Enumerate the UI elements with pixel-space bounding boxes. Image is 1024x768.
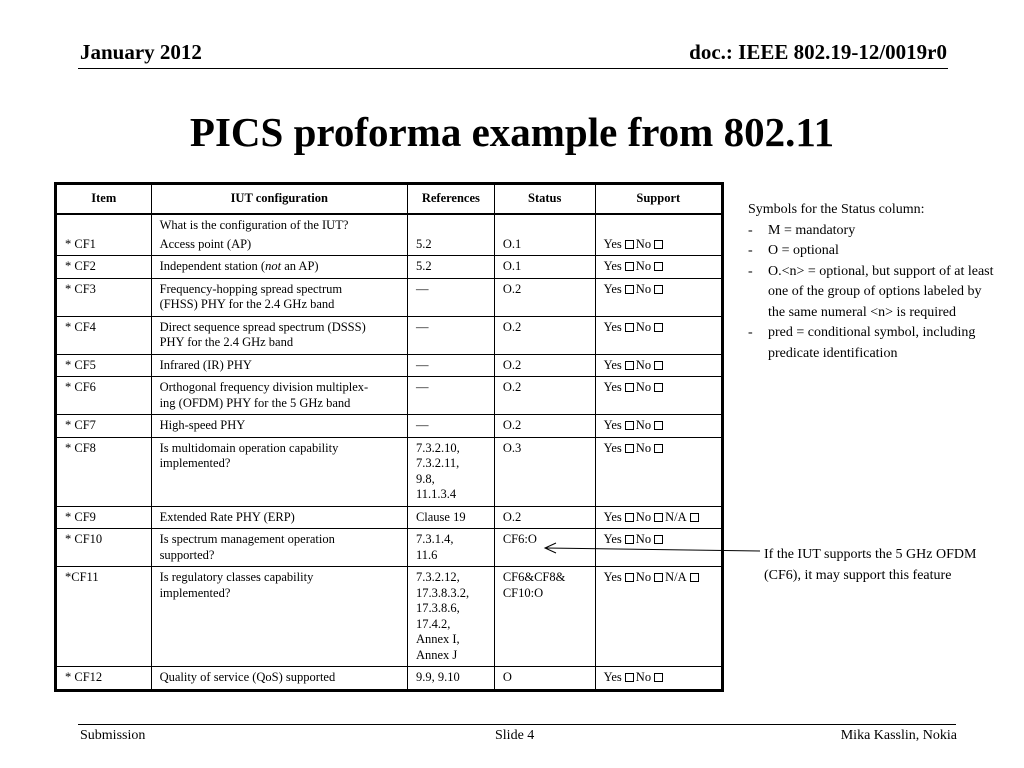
support-cell <box>595 567 722 667</box>
support-checkbox[interactable] <box>625 421 634 430</box>
status-cell: O.2 <box>494 278 595 316</box>
support-option-label: N/A <box>665 570 687 584</box>
references-cell: — <box>407 354 494 377</box>
config-text-part: an AP) <box>281 259 319 273</box>
config-cell: Is multidomain operation capability implemented? <box>151 437 407 506</box>
footer-slide-number: Slide 4 <box>495 728 535 743</box>
table-row <box>56 506 723 529</box>
references-cell: 7.3.2.10, 7.3.2.11, 9.8, 11.1.3.4 <box>407 437 494 506</box>
support-cell <box>595 377 722 415</box>
legend-item-text: M = mandatory <box>768 222 856 238</box>
config-cell: Infrared (IR) PHY <box>151 354 407 377</box>
item-cell: * CF9 <box>56 506 152 529</box>
support-option-label: Yes <box>603 281 622 296</box>
table-row <box>56 236 723 256</box>
support-option-label: Yes <box>603 532 622 546</box>
support-checkbox[interactable] <box>654 573 663 582</box>
support-checkbox[interactable] <box>625 285 634 294</box>
legend-item-text: O = optional <box>768 243 839 258</box>
config-cell <box>151 256 407 279</box>
status-cell: O <box>494 667 595 691</box>
config-cell: Frequency-hopping spread spectrum (FHSS) PHY for the 2.4 GHz band <box>151 278 407 316</box>
references-cell: 7.3.2.12, 17.3.8.3.2, 17.3.8.6, 17.4.2, Annex I, Annex J <box>407 567 494 667</box>
support-cell <box>595 667 722 691</box>
column-header-item: Item <box>56 184 152 214</box>
support-option-label: No <box>635 509 652 524</box>
support-cell <box>595 278 722 316</box>
support-cell <box>595 437 722 506</box>
table-row <box>56 256 723 279</box>
status-cell: O.1 <box>494 236 595 256</box>
support-checkbox[interactable] <box>625 262 634 271</box>
config-cell: Is spectrum management operation supported? <box>151 529 407 567</box>
legend-item: - M = mandatory <box>748 222 856 238</box>
support-checkbox[interactable] <box>625 513 634 522</box>
legend-item-text: O.<n> = optional, but support of at least one of the group of options labeled by the same numeral <n> is required <box>768 263 994 320</box>
support-cell <box>595 256 722 279</box>
config-cell: High-speed PHY <box>151 415 407 438</box>
support-option-label: Yes <box>603 509 622 524</box>
item-cell: * CF10 <box>56 529 152 567</box>
support-option-label: No <box>635 281 652 296</box>
support-checkbox[interactable] <box>625 444 634 453</box>
table-row <box>56 567 723 667</box>
column-header-references: References <box>407 184 494 214</box>
support-checkbox[interactable] <box>654 361 663 370</box>
table-row <box>56 377 723 415</box>
support-checkbox[interactable] <box>654 383 663 392</box>
column-header-iut-configuration: IUT configuration <box>151 184 407 214</box>
config-cell: Orthogonal frequency division multiplex- ing (OFDM) PHY for the 5 GHz band <box>151 377 407 415</box>
support-option-label: Yes <box>603 440 622 455</box>
legend-item: - O = optional <box>748 243 839 258</box>
references-cell: 9.9, 9.10 <box>407 667 494 691</box>
status-cell: O.2 <box>494 377 595 415</box>
question-item-cell <box>56 214 152 236</box>
legend-item: - pred = conditional symbol, including predicate identification <box>748 325 976 361</box>
config-text-part: Independent station ( <box>159 259 266 273</box>
support-checkbox[interactable] <box>690 573 699 582</box>
item-cell: * CF4 <box>56 316 152 354</box>
config-cell: Is regulatory classes capability implemented? <box>151 567 407 667</box>
support-option-label: N/A <box>665 509 687 524</box>
status-cell: O.2 <box>494 354 595 377</box>
item-cell: * CF12 <box>56 667 152 691</box>
config-cell: Quality of service (QoS) supported <box>151 667 407 691</box>
references-cell: — <box>407 316 494 354</box>
pics-table <box>54 182 724 692</box>
support-checkbox[interactable] <box>654 262 663 271</box>
references-cell: Clause 19 <box>407 506 494 529</box>
item-cell: * CF2 <box>56 256 152 279</box>
callout-arrow <box>540 540 760 560</box>
header-divider <box>78 68 948 69</box>
support-option-label: No <box>635 236 652 251</box>
support-option-label: Yes <box>603 236 622 251</box>
status-cell: O.2 <box>494 506 595 529</box>
config-cell: Extended Rate PHY (ERP) <box>151 506 407 529</box>
support-option-label: Yes <box>603 570 622 584</box>
column-header-support: Support <box>595 184 722 214</box>
references-cell: 5.2 <box>407 236 494 256</box>
legend-item: - O.<n> = optional, but support of at least one of the group of options labeled by the same numeral <n> is required <box>748 263 994 320</box>
references-cell: — <box>407 377 494 415</box>
support-option-label: Yes <box>603 670 622 684</box>
slide-title: PICS proforma example from 802.11 <box>189 109 835 155</box>
legend-list <box>748 221 998 365</box>
item-cell: * CF1 <box>56 236 152 256</box>
status-cell: O.3 <box>494 437 595 506</box>
status-legend <box>748 200 998 364</box>
config-text-part: not <box>265 259 282 273</box>
status-cell: CF6&CF8& CF10:O <box>494 567 595 667</box>
support-option-label: No <box>635 259 652 273</box>
table-row <box>56 278 723 316</box>
references-cell: — <box>407 415 494 438</box>
support-option-label: Yes <box>603 380 622 394</box>
header-date: January 2012 <box>80 40 202 64</box>
support-checkbox[interactable] <box>654 421 663 430</box>
support-checkbox[interactable] <box>654 513 663 522</box>
table-row <box>56 354 723 377</box>
cf10-callout-note: If the IUT supports the 5 GHz OFDM (CF6), it may support this feature <box>764 547 977 583</box>
config-cell: Direct sequence spread spectrum (DSSS) PHY for the 2.4 GHz band <box>151 316 407 354</box>
support-checkbox[interactable] <box>625 383 634 392</box>
support-checkbox[interactable] <box>625 673 634 682</box>
support-option-label: No <box>635 570 652 584</box>
support-cell <box>595 354 722 377</box>
footer-author: Mika Kasslin, Nokia <box>840 728 957 743</box>
support-checkbox[interactable] <box>654 323 663 332</box>
support-option-label: Yes <box>603 357 622 372</box>
references-cell: — <box>407 278 494 316</box>
legend-item-text: pred = conditional symbol, including predicate identification <box>768 325 976 361</box>
support-checkbox[interactable] <box>625 573 634 582</box>
question-support-cell <box>595 214 722 236</box>
support-option-label: Yes <box>603 259 622 273</box>
item-cell: * CF7 <box>56 415 152 438</box>
support-option-label: Yes <box>603 319 622 334</box>
support-checkbox[interactable] <box>654 240 663 249</box>
support-option-label: Yes <box>603 418 622 432</box>
footer-submission: Submission <box>80 728 146 743</box>
table-row <box>56 415 723 438</box>
table-body <box>56 214 723 691</box>
support-option-label: No <box>635 380 652 394</box>
support-cell <box>595 415 722 438</box>
references-cell: 7.3.1.4, 11.6 <box>407 529 494 567</box>
item-cell: * CF8 <box>56 437 152 506</box>
item-cell: * CF6 <box>56 377 152 415</box>
table-row <box>56 667 723 691</box>
item-cell: *CF11 <box>56 567 152 667</box>
support-cell <box>595 316 722 354</box>
item-cell: * CF5 <box>56 354 152 377</box>
column-header-status: Status <box>494 184 595 214</box>
support-cell <box>595 236 722 256</box>
status-cell: CF6:O <box>494 529 595 567</box>
support-option-label: No <box>635 532 652 546</box>
status-cell: O.1 <box>494 256 595 279</box>
support-checkbox[interactable] <box>690 513 699 522</box>
table-row <box>56 316 723 354</box>
references-cell: 5.2 <box>407 256 494 279</box>
legend-heading: Symbols for the Status column: <box>748 202 925 217</box>
support-checkbox[interactable] <box>654 285 663 294</box>
support-checkbox[interactable] <box>654 444 663 453</box>
support-checkbox[interactable] <box>654 673 663 682</box>
question-cell: What is the configuration of the IUT? <box>151 214 407 236</box>
support-cell <box>595 506 722 529</box>
status-cell: O.2 <box>494 415 595 438</box>
support-checkbox[interactable] <box>625 323 634 332</box>
support-option-label: No <box>635 357 652 372</box>
table-header-row <box>56 184 723 214</box>
status-cell: O.2 <box>494 316 595 354</box>
question-refs-cell <box>407 214 494 236</box>
config-cell: Access point (AP) <box>151 236 407 256</box>
item-cell: * CF3 <box>56 278 152 316</box>
header-doc-id: doc.: IEEE 802.19-12/0019r0 <box>689 40 947 64</box>
question-row <box>56 214 723 236</box>
footer-divider <box>78 724 956 725</box>
table-row <box>56 437 723 506</box>
support-checkbox[interactable] <box>625 240 634 249</box>
question-status-cell <box>494 214 595 236</box>
support-option-label: No <box>635 440 652 455</box>
support-option-label: No <box>635 670 652 684</box>
support-checkbox[interactable] <box>625 361 634 370</box>
support-option-label: No <box>635 418 652 432</box>
support-option-label: No <box>635 319 652 334</box>
